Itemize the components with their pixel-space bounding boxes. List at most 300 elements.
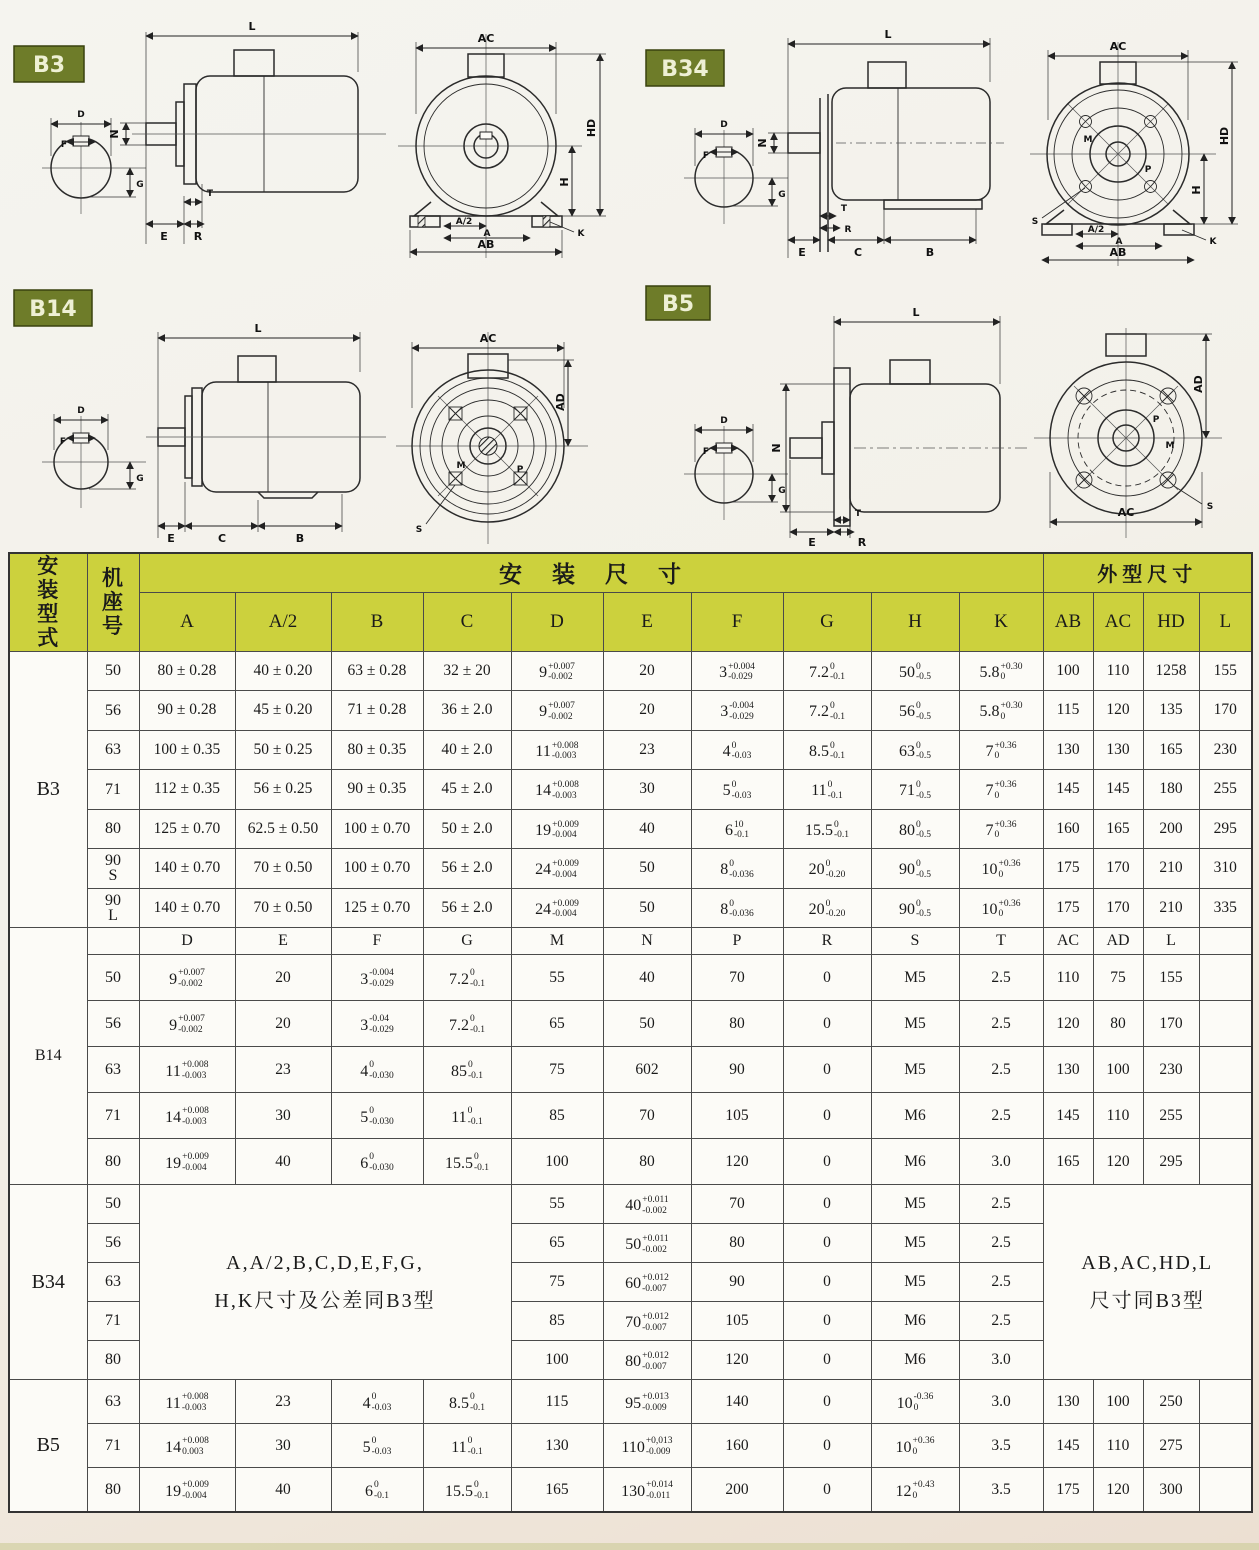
table-cell: 230 — [1143, 1047, 1199, 1093]
sub-column-header: T — [959, 928, 1043, 955]
b34-dim-G: G — [778, 190, 786, 200]
b34-dim-A: A — [1115, 237, 1123, 247]
column-header: A/2 — [235, 592, 331, 651]
same-as-b3-note: A,A/2,B,C,D,E,F,G, H,K尺寸及公差同B3型 — [139, 1185, 511, 1380]
b34-dim-E: E — [798, 246, 806, 259]
table-cell: 50 — [603, 849, 691, 889]
table-cell: 5 0 -0.03 — [691, 770, 783, 810]
table-row — [9, 1380, 1252, 1424]
b34-dim-A2: A/2 — [1087, 225, 1105, 235]
table-row — [9, 1001, 1252, 1047]
figure-b34 — [636, 12, 1258, 279]
table-cell: 20 — [235, 1001, 331, 1047]
table-cell: 130 +0.014 -0.011 — [603, 1468, 691, 1513]
table-cell: 2.5 — [959, 1302, 1043, 1341]
table-cell: 10 +0.36 0 — [871, 1424, 959, 1468]
b14-dim-G: G — [136, 474, 144, 484]
table-body — [9, 651, 1252, 1512]
table-cell: 15.5 0 -0.1 — [423, 1468, 511, 1513]
table-cell: 15.5 0 -0.1 — [423, 1139, 511, 1185]
table-cell: 80 — [691, 1224, 783, 1263]
table-cell: 50 0 -0.5 — [871, 651, 959, 691]
table-cell: 0 — [783, 1468, 871, 1513]
table-cell: 115 — [511, 1380, 603, 1424]
table-row — [9, 1424, 1252, 1468]
table-cell: 50 ± 2.0 — [423, 809, 511, 849]
table-cell: 165 — [511, 1468, 603, 1513]
frame-no-cell: 71 — [87, 1302, 139, 1341]
table-cell: 20 — [603, 691, 691, 731]
table-cell: 165 — [1143, 730, 1199, 770]
frame-no-cell: 80 — [87, 1468, 139, 1513]
frame-no-cell: 80 — [87, 1139, 139, 1185]
table-cell: 7.2 0 -0.1 — [783, 651, 871, 691]
b3-tag-label: B3 — [32, 53, 66, 78]
b34-dim-M: M — [1083, 135, 1093, 145]
column-header: K — [959, 592, 1043, 651]
b34-dim-H: H — [1190, 185, 1203, 195]
table-cell: 210 — [1143, 849, 1199, 889]
frame-no-cell: 50 — [87, 955, 139, 1001]
table-cell: 7.2 0 -0.1 — [783, 691, 871, 731]
sub-column-header: F — [331, 928, 423, 955]
frame-no-cell — [87, 928, 139, 955]
table-cell: 11 +0.008 -0.003 — [139, 1380, 235, 1424]
b34-dim-F: F — [702, 151, 710, 161]
table-cell: 0 — [783, 1001, 871, 1047]
table-cell — [1199, 1139, 1252, 1185]
table-cell: M5 — [871, 1263, 959, 1302]
table-cell: 105 — [691, 1302, 783, 1341]
table-cell: 2.5 — [959, 1263, 1043, 1302]
table-cell: 11 0 -0.1 — [783, 770, 871, 810]
b5-dim-AC: AC — [1117, 506, 1135, 519]
table-cell: 70 ± 0.50 — [235, 849, 331, 889]
b34-dim-N: N — [756, 138, 769, 148]
table-cell: 100 — [511, 1341, 603, 1380]
table-cell: 140 — [691, 1380, 783, 1424]
table-cell: 80 0 -0.5 — [871, 809, 959, 849]
table-cell: 55 — [511, 1185, 603, 1224]
table-cell: 335 — [1199, 888, 1252, 928]
b34-dim-T: T — [840, 204, 848, 214]
table-cell: 145 — [1043, 770, 1093, 810]
table-cell: 100 ± 0.70 — [331, 849, 423, 889]
table-cell: 11 0 -0.1 — [423, 1424, 511, 1468]
table-cell: 3.5 — [959, 1424, 1043, 1468]
table-cell: 32 ± 20 — [423, 651, 511, 691]
sub-column-header: G — [423, 928, 511, 955]
table-row — [9, 1185, 1252, 1224]
table-cell: 56 ± 2.0 — [423, 888, 511, 928]
table-cell: 110 +0,013 -0.009 — [603, 1424, 691, 1468]
table-cell: 170 — [1093, 888, 1143, 928]
table-row — [9, 1047, 1252, 1093]
table-cell: 3.5 — [959, 1468, 1043, 1513]
table-cell: 20 — [603, 651, 691, 691]
table-cell: 165 — [1043, 1139, 1093, 1185]
table-cell: 2.5 — [959, 1047, 1043, 1093]
table-cell: M5 — [871, 1224, 959, 1263]
header-row — [9, 553, 1252, 592]
table-cell: 130 — [1093, 730, 1143, 770]
table-cell: 0 — [783, 1139, 871, 1185]
page-edge-strip — [0, 1543, 1259, 1550]
b14-dim-F: F — [59, 437, 67, 447]
b3-side-view — [108, 20, 386, 244]
table-cell: 11 +0.008 -0.003 — [511, 730, 603, 770]
column-header-row — [9, 592, 1252, 651]
frame-no-cell: 63 — [87, 1380, 139, 1424]
table-cell: 63 0 -0.5 — [871, 730, 959, 770]
b5-dim-AD: AD — [1192, 375, 1205, 393]
b5-dim-G: G — [778, 486, 786, 496]
table-cell: 20 0 -0.20 — [783, 849, 871, 889]
table-cell: 20 — [235, 955, 331, 1001]
table-cell — [1199, 1468, 1252, 1513]
table-cell: 85 — [511, 1093, 603, 1139]
table-cell: 71 0 -0.5 — [871, 770, 959, 810]
table-cell: 125 ± 0.70 — [331, 888, 423, 928]
table-cell: 80 — [603, 1139, 691, 1185]
table-cell: 4 0 -0.030 — [331, 1047, 423, 1093]
table-row — [9, 691, 1252, 731]
table-cell: 56 ± 2.0 — [423, 849, 511, 889]
table-cell: 3 +0.004 -0.029 — [691, 651, 783, 691]
table-cell: 175 — [1043, 1468, 1093, 1513]
b3-dim-R: R — [193, 230, 203, 243]
table-cell: 295 — [1143, 1139, 1199, 1185]
b3-dim-D: D — [77, 110, 85, 120]
table-cell: 0 — [783, 1380, 871, 1424]
table-cell: 60 +0.012 -0.007 — [603, 1263, 691, 1302]
sub-column-header: AD — [1093, 928, 1143, 955]
b14-dim-AD: AD — [554, 393, 567, 411]
table-cell: 70 — [691, 1185, 783, 1224]
b3-dim-N: N — [108, 129, 121, 139]
b14-dim-AC: AC — [479, 332, 497, 345]
frame-no-header: 机 座 号 — [87, 553, 139, 651]
table-cell: 4 0 -0.03 — [691, 730, 783, 770]
table-cell: 24 +0.009 -0.004 — [511, 849, 603, 889]
b34-dim-HD: HD — [1218, 126, 1231, 146]
table-row — [9, 1468, 1252, 1513]
table-cell: 250 — [1143, 1380, 1199, 1424]
table-cell: 2.5 — [959, 1224, 1043, 1263]
table-cell: 0 — [783, 1047, 871, 1093]
table-cell: 80 ± 0.35 — [331, 730, 423, 770]
table-row — [9, 888, 1252, 928]
table-cell: 175 — [1043, 888, 1093, 928]
table-cell: 175 — [1043, 849, 1093, 889]
table-cell: 112 ± 0.35 — [139, 770, 235, 810]
table-cell: 56 ± 0.25 — [235, 770, 331, 810]
sub-column-header: M — [511, 928, 603, 955]
figure-b3 — [6, 6, 628, 277]
table-cell: 140 ± 0.70 — [139, 888, 235, 928]
table-cell: 120 — [1093, 1468, 1143, 1513]
mount-type-cell: B3 — [9, 651, 87, 928]
table-cell: 100 ± 0.35 — [139, 730, 235, 770]
table-cell: 70 +0.012 -0.007 — [603, 1302, 691, 1341]
table-cell: 50 +0.011 -0.002 — [603, 1224, 691, 1263]
table-cell: 6 10 -0.1 — [691, 809, 783, 849]
table-cell: 45 ± 0.20 — [235, 691, 331, 731]
table-cell: 130 — [1043, 730, 1093, 770]
sub-column-header — [1199, 928, 1252, 955]
column-header: AB — [1043, 592, 1093, 651]
frame-no-cell: 80 — [87, 1341, 139, 1380]
b3-dim-G: G — [136, 180, 144, 190]
table-cell: 9 +0.007 -0.002 — [511, 651, 603, 691]
b14-dim-S: S — [415, 525, 423, 535]
table-cell: 2.5 — [959, 1001, 1043, 1047]
b34-tag — [646, 50, 724, 86]
table-cell: 70 ± 0.50 — [235, 888, 331, 928]
table-cell: 30 — [235, 1424, 331, 1468]
table-row — [9, 1093, 1252, 1139]
table-cell: 40 ± 0.20 — [235, 651, 331, 691]
table-cell: 6 0 -0.1 — [331, 1468, 423, 1513]
table-cell: 30 — [235, 1093, 331, 1139]
table-cell: 50 ± 0.25 — [235, 730, 331, 770]
subheader-row — [9, 928, 1252, 955]
outline-same-as-b3-note: AB,AC,HD,L 尺寸同B3型 — [1043, 1185, 1252, 1380]
b34-tag-label: B34 — [661, 57, 709, 82]
b3-dim-F: F — [60, 140, 68, 150]
b5-tag — [646, 286, 710, 320]
b5-end-view — [1034, 328, 1222, 538]
table-cell: 110 — [1043, 955, 1093, 1001]
table-cell: 200 — [691, 1468, 783, 1513]
table-row — [9, 730, 1252, 770]
b3-dim-AB: AB — [477, 238, 495, 251]
sub-column-header: L — [1143, 928, 1199, 955]
table-cell: 110 — [1093, 1093, 1143, 1139]
b3-drawing — [6, 6, 628, 272]
table-cell: M6 — [871, 1302, 959, 1341]
table-cell — [1199, 1047, 1252, 1093]
table-cell: 14 +0.008 -0.003 — [139, 1093, 235, 1139]
b14-dim-B: B — [295, 532, 305, 545]
table-row — [9, 1139, 1252, 1185]
b34-end-view — [1030, 40, 1238, 266]
table-cell: 19 +0.009 -0.004 — [139, 1139, 235, 1185]
table-cell: 40 ± 2.0 — [423, 730, 511, 770]
table-cell: 2.5 — [959, 1185, 1043, 1224]
table-cell: 130 — [1043, 1380, 1093, 1424]
table-cell: 50 — [603, 1001, 691, 1047]
b3-dim-A: A — [483, 229, 491, 239]
table-cell: 5 0 -0.03 — [331, 1424, 423, 1468]
sub-column-header: S — [871, 928, 959, 955]
table-cell: 10 -0.36 0 — [871, 1380, 959, 1424]
outline-dims-group-header: 外型尺寸 — [1043, 553, 1252, 592]
frame-no-cell: 63 — [87, 730, 139, 770]
table-cell: 160 — [691, 1424, 783, 1468]
table-cell: 2.5 — [959, 955, 1043, 1001]
table-cell: 140 ± 0.70 — [139, 849, 235, 889]
b14-dim-C: C — [217, 532, 227, 545]
table-cell: 275 — [1143, 1424, 1199, 1468]
sub-column-header: P — [691, 928, 783, 955]
table-cell: M5 — [871, 1001, 959, 1047]
table-cell: 3.0 — [959, 1139, 1043, 1185]
table-cell: 295 — [1199, 809, 1252, 849]
b5-dim-S: S — [1206, 502, 1214, 512]
table-cell: 75 — [1093, 955, 1143, 1001]
table-cell: 145 — [1043, 1424, 1093, 1468]
table-cell: 6 0 -0.030 — [331, 1139, 423, 1185]
b34-dim-L: L — [884, 28, 892, 41]
table-cell: 40 — [235, 1139, 331, 1185]
b3-dim-HD: HD — [585, 118, 598, 138]
table-cell — [1199, 955, 1252, 1001]
table-cell: 40 — [603, 955, 691, 1001]
column-header: E — [603, 592, 691, 651]
table-cell: 165 — [1093, 809, 1143, 849]
table-cell: 135 — [1143, 691, 1199, 731]
table-cell: 155 — [1199, 651, 1252, 691]
table-cell: 90 ± 0.35 — [331, 770, 423, 810]
b14-dim-M: M — [456, 461, 466, 471]
table-cell: 230 — [1199, 730, 1252, 770]
b5-side-view — [770, 306, 1028, 548]
b3-shaft-section — [42, 110, 146, 214]
table-cell: 100 — [511, 1139, 603, 1185]
table-cell: 120 — [1043, 1001, 1093, 1047]
table-cell: 3 -0.04 -0.029 — [331, 1001, 423, 1047]
table-cell: 14 +0.008 0.003 — [139, 1424, 235, 1468]
table-cell: 110 — [1093, 1424, 1143, 1468]
figure-b14 — [6, 276, 628, 553]
table-cell: 65 — [511, 1001, 603, 1047]
table-cell: 155 — [1143, 955, 1199, 1001]
b3-end-view — [398, 32, 606, 258]
table-cell: M5 — [871, 1047, 959, 1093]
table-cell: 11 +0.008 -0.003 — [139, 1047, 235, 1093]
table-cell — [1199, 1380, 1252, 1424]
table-cell: 65 — [511, 1224, 603, 1263]
b34-shaft-section — [684, 120, 788, 224]
table-cell: 170 — [1143, 1001, 1199, 1047]
table-cell: 0 — [783, 1185, 871, 1224]
table-cell: 5.8 +0.30 0 — [959, 691, 1043, 731]
table-cell: 9 +0.007 -0.002 — [511, 691, 603, 731]
frame-no-cell: 50 — [87, 651, 139, 691]
table-cell: 100 — [1093, 1380, 1143, 1424]
table-row — [9, 849, 1252, 889]
b5-dim-D: D — [720, 416, 728, 426]
table-cell: 145 — [1093, 770, 1143, 810]
b14-side-view — [146, 322, 386, 545]
table-cell: 255 — [1143, 1093, 1199, 1139]
b3-dim-A2: A/2 — [455, 217, 473, 227]
b5-drawing — [636, 276, 1258, 548]
b14-drawing — [6, 276, 628, 548]
table-cell: 7.2 0 -0.1 — [423, 1001, 511, 1047]
b14-tag — [14, 290, 92, 326]
frame-no-cell: 56 — [87, 691, 139, 731]
b5-tag-label: B5 — [661, 292, 695, 317]
column-header: L — [1199, 592, 1252, 651]
mount-type-cell: B5 — [9, 1380, 87, 1513]
column-header: C — [423, 592, 511, 651]
table-cell: M6 — [871, 1093, 959, 1139]
b34-dim-P: P — [1144, 165, 1152, 175]
b14-dim-P: P — [516, 465, 524, 475]
table-cell: 14 +0.008 -0.003 — [511, 770, 603, 810]
b34-dim-AB: AB — [1109, 246, 1127, 259]
table-cell: 71 ± 0.28 — [331, 691, 423, 731]
sub-column-header: E — [235, 928, 331, 955]
b5-dim-T: T — [854, 509, 862, 519]
table-cell: 130 — [1043, 1047, 1093, 1093]
table-cell: 19 +0.009 -0.004 — [139, 1468, 235, 1513]
table-cell: 40 +0.011 -0.002 — [603, 1185, 691, 1224]
b34-dim-AC: AC — [1109, 40, 1127, 53]
table-cell: 0 — [783, 1224, 871, 1263]
column-header: HD — [1143, 592, 1199, 651]
table-cell: 105 — [691, 1093, 783, 1139]
table-cell: 170 — [1093, 849, 1143, 889]
b34-dim-R: R — [844, 225, 852, 235]
table-cell: 19 +0.009 -0.004 — [511, 809, 603, 849]
table-cell: 23 — [603, 730, 691, 770]
table-cell: 10 +0.36 0 — [959, 888, 1043, 928]
table-cell: 3.0 — [959, 1341, 1043, 1380]
dimension-table-wrap — [8, 552, 1253, 1513]
b5-dim-F: F — [702, 447, 710, 457]
table-cell: 12 +0.43 0 — [871, 1468, 959, 1513]
b14-end-view — [396, 332, 588, 544]
b14-dim-L: L — [254, 322, 262, 335]
table-cell: 120 — [691, 1139, 783, 1185]
frame-no-cell: 56 — [87, 1224, 139, 1263]
table-cell: 210 — [1143, 888, 1199, 928]
b5-dim-E: E — [808, 536, 816, 548]
table-cell: 0 — [783, 1424, 871, 1468]
table-cell: 115 — [1043, 691, 1093, 731]
table-cell: 2.5 — [959, 1093, 1043, 1139]
table-cell: M6 — [871, 1139, 959, 1185]
sub-column-header: N — [603, 928, 691, 955]
table-cell: 7 +0.36 0 — [959, 730, 1043, 770]
frame-no-cell: 63 — [87, 1263, 139, 1302]
table-cell: 90 — [691, 1047, 783, 1093]
sub-column-header: D — [139, 928, 235, 955]
mounting-dims-group-header: 安装尺寸 — [139, 553, 1043, 592]
table-cell: 23 — [235, 1047, 331, 1093]
b34-dim-D: D — [720, 120, 728, 130]
frame-no-cell: 90 L — [87, 888, 139, 928]
table-cell: 10 +0.36 0 — [959, 849, 1043, 889]
table-cell — [1199, 1093, 1252, 1139]
b5-dim-R: R — [857, 536, 867, 548]
table-cell: 602 — [603, 1047, 691, 1093]
table-cell: 56 0 -0.5 — [871, 691, 959, 731]
table-cell: 5 0 -0.030 — [331, 1093, 423, 1139]
b3-dim-H: H — [558, 177, 571, 187]
table-cell: M5 — [871, 955, 959, 1001]
table-cell: 0 — [783, 1093, 871, 1139]
table-cell: 120 — [1093, 691, 1143, 731]
table-cell: 90 0 -0.5 — [871, 849, 959, 889]
table-cell: 11 0 -0.1 — [423, 1093, 511, 1139]
table-cell: 120 — [1093, 1139, 1143, 1185]
b5-shaft-section — [684, 416, 788, 520]
table-cell: M5 — [871, 1185, 959, 1224]
